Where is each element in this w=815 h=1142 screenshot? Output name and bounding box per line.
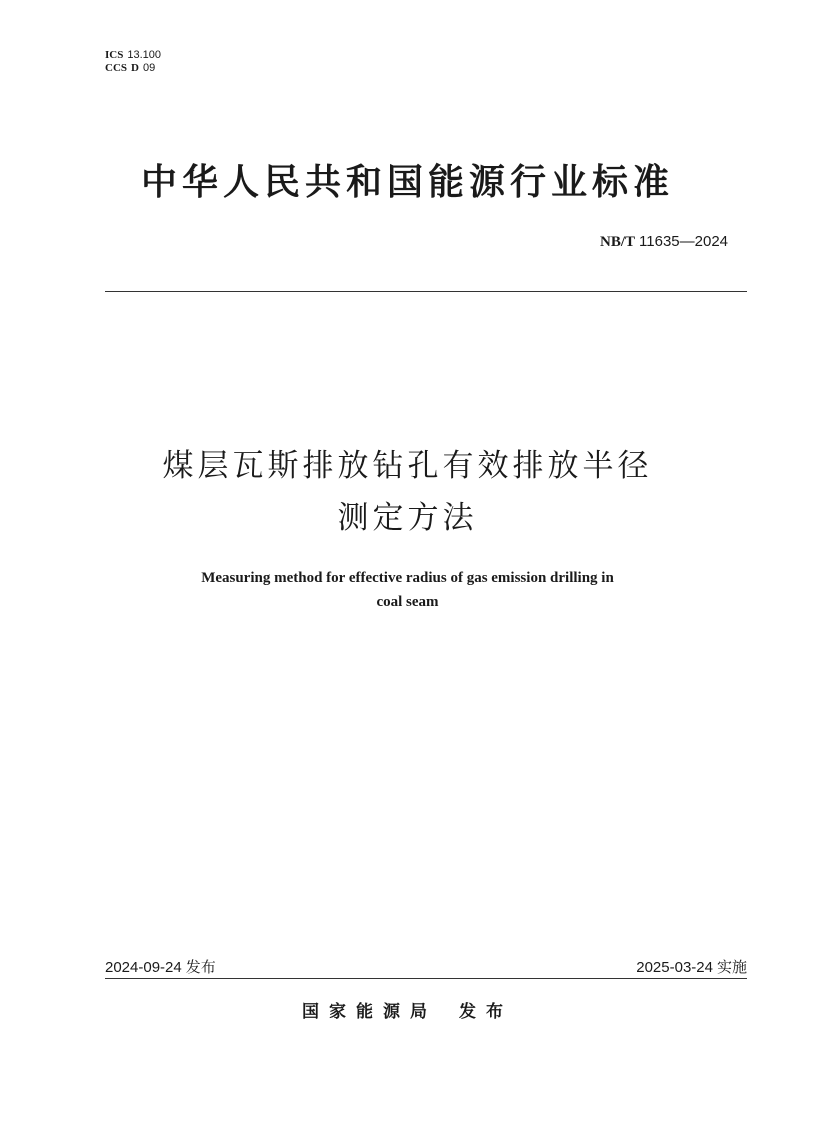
- publisher-name: 国家能源局: [302, 1002, 437, 1022]
- english-title: [0, 566, 815, 614]
- ics-label: ICS: [105, 49, 124, 61]
- english-title-line-2: coal seam: [376, 594, 439, 610]
- ccs-row: [105, 62, 161, 75]
- ics-row: [105, 49, 161, 62]
- standard-number-value: 11635—2024: [639, 233, 728, 250]
- date-row: [105, 958, 747, 979]
- standard-number: [600, 232, 728, 251]
- effective-date-label: 实施: [716, 958, 747, 976]
- issuing-standard-type: 中华人民共和国能源行业标准: [140, 162, 674, 203]
- ics-value: 13.100: [127, 49, 161, 61]
- issue-date-label: 发布: [185, 958, 216, 976]
- standard-prefix: NB/T: [600, 234, 636, 250]
- issue-date: [105, 957, 216, 978]
- chinese-title-line-2: 测定方法: [337, 500, 478, 536]
- classification-codes: [105, 49, 161, 75]
- effective-date-value: 2025-03-24: [636, 959, 713, 976]
- effective-date: [636, 957, 747, 978]
- english-title-line-1: Measuring method for effective radius of gas emission drilling in: [201, 570, 614, 586]
- issue-date-value: 2024-09-24: [105, 959, 182, 976]
- publisher-action: 发布: [459, 1002, 513, 1022]
- publisher-line: [0, 1000, 815, 1024]
- ccs-class: D: [131, 62, 139, 74]
- chinese-title-line-1: 煤层瓦斯排放钻孔有效排放半径: [162, 448, 653, 484]
- header-divider: [105, 291, 747, 292]
- chinese-title: [0, 440, 815, 544]
- ccs-label: CCS: [105, 62, 128, 74]
- ccs-value: 09: [142, 62, 156, 74]
